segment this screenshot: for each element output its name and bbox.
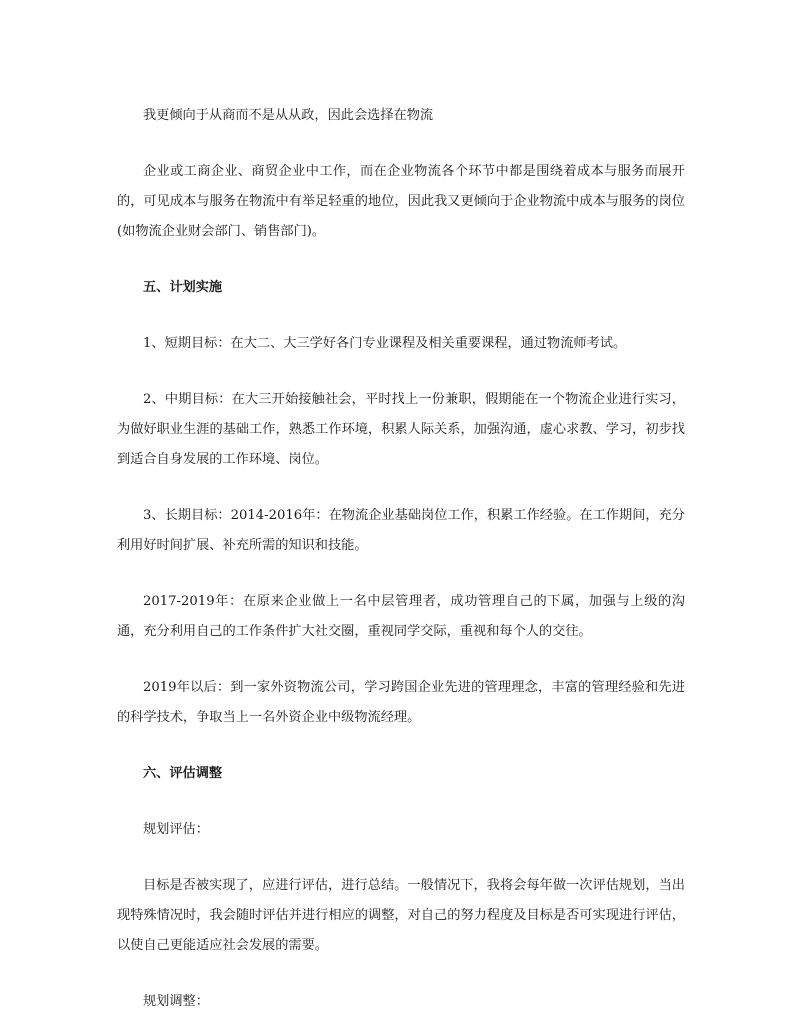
section-heading-plan-implementation: 五、计划实施 — [143, 280, 223, 295]
paragraph-commerce-preference: 我更倾向于从商而不是从从政，因此会选择在物流 — [143, 108, 434, 123]
paragraph-enterprise-work: 企业或工商企业、商贸企业中工作，而在企业物流各个环节中都是围绕着成本与服务而展开的，可见成本与服务在物流中有举足轻重的地位，因此我又更倾向于企业物流中成本与服务的岗位(如物流企业财会部门、销售部门)。 — [117, 164, 685, 239]
document-page — [117, 101, 685, 1017]
paragraph-plan-evaluation-label: 规划评估： — [143, 822, 209, 837]
paragraph-evaluation-details: 目标是否被实现了，应进行评估，进行总结。一般情况下，我将会每年做一次评估规划，当出现特殊情况时，我会随时评估并进行相应的调整，对自己的努力程度及目标是否可实现进行评估，以使自己更能适应社会发展的需要。 — [117, 878, 685, 953]
paragraph-long-term-goal: 3、长期目标：2014-2016年：在物流企业基础岗位工作，积累工作经验。在工作期间，充分利用好时间扩展、补充所需的知识和技能。 — [117, 508, 685, 553]
paragraph-short-term-goal: 1、短期目标：在大二、大三学好各门专业课程及相关重要课程，通过物流师考试。 — [143, 336, 627, 351]
paragraph-mid-term-goal: 2、中期目标：在大三开始接触社会，平时找上一份兼职，假期能在一个物流企业进行实习，为做好职业生涯的基础工作，熟悉工作环境，积累人际关系，加强沟通，虚心求教、学习，初步找到适合自身发展的工作环境、岗位。 — [117, 392, 685, 467]
paragraph-2017-2019: 2017-2019年：在原来企业做上一名中层管理者，成功管理自己的下属，加强与上级的沟通，充分利用自己的工作条件扩大社交圈，重视同学交际，重视和每个人的交往。 — [117, 594, 685, 639]
section-heading-evaluation-adjustment: 六、评估调整 — [143, 766, 223, 781]
paragraph-plan-adjustment-label: 规划调整： — [143, 994, 209, 1009]
paragraph-after-2019: 2019年以后：到一家外资物流公司，学习跨国企业先进的管理理念，丰富的管理经验和先进的科学技术，争取当上一名外资企业中级物流经理。 — [117, 680, 685, 725]
